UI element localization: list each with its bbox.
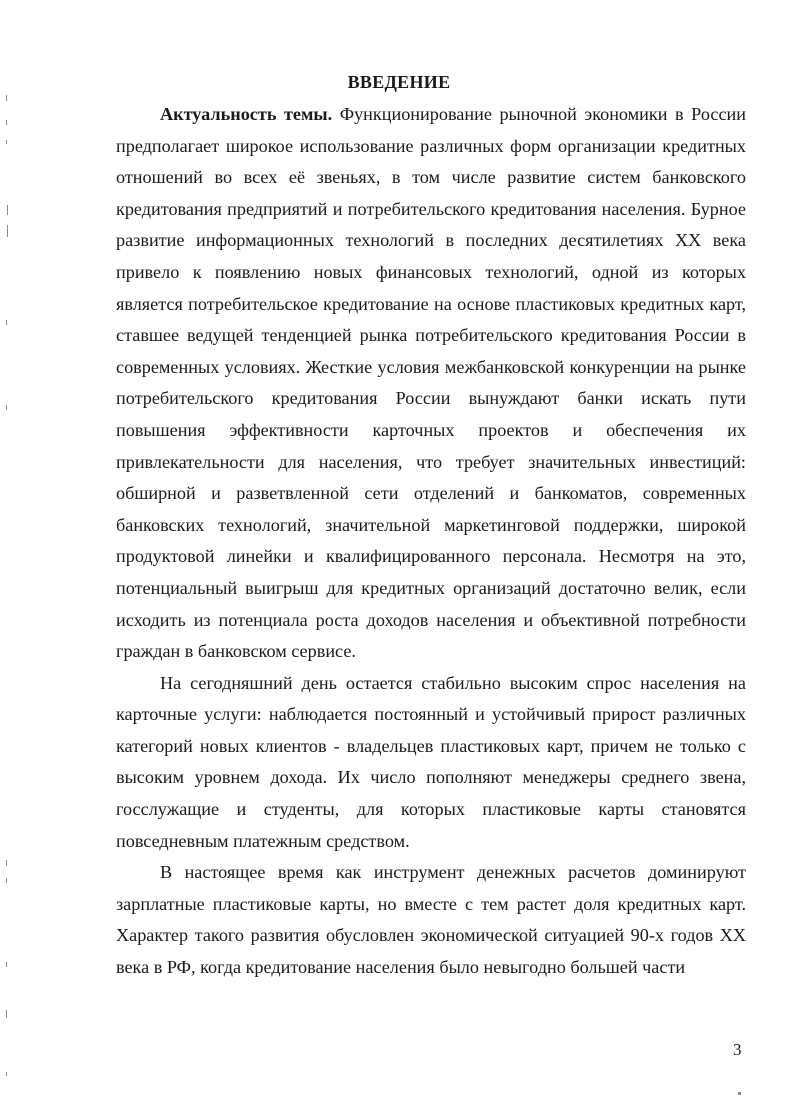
scan-artifact: [6, 1072, 7, 1076]
paragraph-2: На сегодняшний день остается стабильно высоким спрос населения на карточные услуги: наблюдается постоянный и устойчивый прирост различных категорий новых клиентов - владельцев пластиковых карт, причем не только с высоким уровнем дохода. Их число пополняют менеджеры среднего звена, госслужащие и студенты, для которых пластиковые карты становятся повседневным платежным средством.: [116, 672, 746, 851]
page-number: 3: [733, 1040, 742, 1059]
scan-artifact: [6, 120, 7, 125]
scan-artifact: [7, 205, 8, 215]
scan-artifact: [6, 140, 7, 144]
scan-artifact: [738, 1092, 741, 1095]
body-text: [116, 99, 746, 984]
scan-artifact: [6, 878, 7, 883]
scan-artifact: [6, 962, 7, 967]
scan-artifact: [6, 405, 7, 410]
paragraph-1: [116, 99, 746, 668]
scan-artifact: [6, 320, 7, 325]
paragraph-lead: Актуальность темы.: [160, 104, 333, 124]
scan-artifact: [6, 95, 7, 101]
paragraph-3: В настоящее время как инструмент денежных расчетов доминируют зарплатные пластиковые карты, но вместе с тем растет доля кредитных карт. Характер такого развития обусловлен экономической ситуацией 90-х годов XX века в РФ, когда кредитование населения было невыгодно большей части: [116, 862, 746, 978]
scan-artifact: [6, 1010, 7, 1018]
scan-artifact: [7, 225, 8, 237]
section-heading: ВВЕДЕНИЕ: [347, 72, 451, 92]
scan-artifact: [6, 860, 7, 866]
paragraph-text: Функционирование рыночной экономики в России предполагает широкое использование различных форм организации кредитных отношений во всех её звеньях, в том числе развитие систем банковского кредитования предприятий и потребительского кредитования населения. Бурное развитие информационных технологий в последних десятилетиях XX века привело к появлению новых финансовых технологий, одной из которых является потребительское кредитование на основе пластиковых кредитных карт, ставшее ведущей тенденцией рынка потребительского кредитования России в современных условиях. Жесткие условия межбанковской конкуренции на рынке потребительского кредитования России вынуждают банки искать пути повышения эффективности карточных проектов и обеспечения их привлекательности для населения, что требует значительных инвестиций: обширной и разветвленной сети отделений и банкоматов, современных банковских технологий, значительной маркетинговой поддержки, широкой продуктовой линейки и квалифицированного персонала. Несмотря на это, потенциальный выигрыш для кредитных организаций достаточно велик, если исходить из потенциала роста доходов населения и объективной потребности граждан в банковском сервисе.: [116, 104, 747, 662]
